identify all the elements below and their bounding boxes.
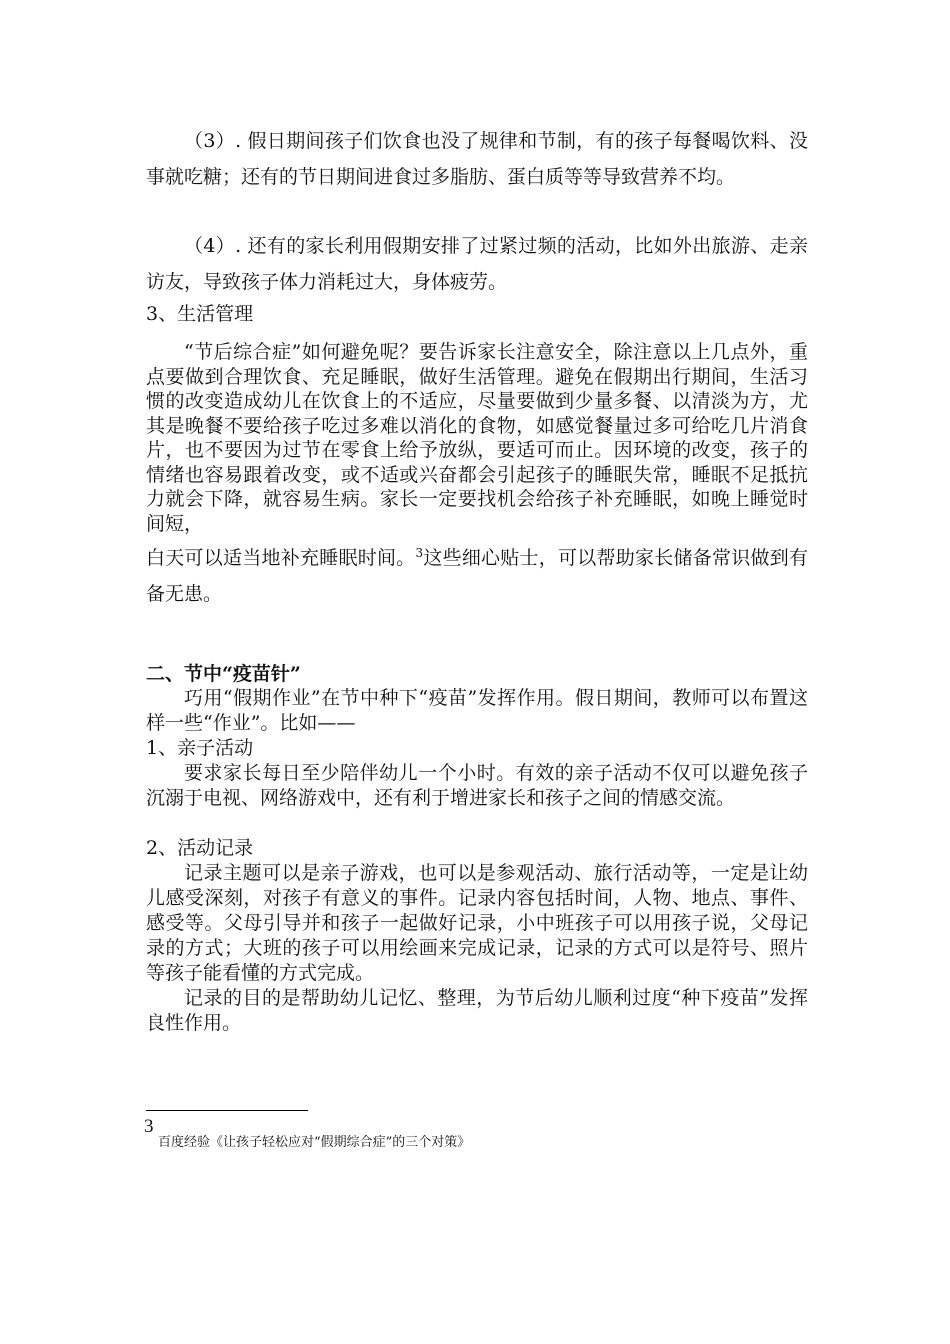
paragraph-activity-record: 记录主题可以是亲子游戏，也可以是参观活动、旅行活动等，一定是让幼儿感受深刻，对孩子有意义的事件。记录内容包括时间，人物、地点、事件、感受等。父母引导并和孩子一起做好记录，小中班孩子可以用孩子说，父母记录的方式；大班的孩子可以用绘画来完成记录，记录的方式可以是符号、照片等孩子能看懂的方式完成。 (146, 862, 808, 984)
footnote-separator (146, 1110, 308, 1111)
footnote-text: 百度经验《让孩子轻松应对“假期综合症”的三个对策》 (158, 1135, 471, 1150)
paragraph-vaccine-intro: 巧用“假期作业”在节中种下“疫苗”发挥作用。假日期间，教师可以布置这样一些“作业”。比如—— (146, 687, 808, 734)
footnote-number: 3 (144, 1116, 154, 1137)
heading-vaccine: 二、节中“疫苗针” (146, 663, 301, 685)
paragraph-life-management-tail (146, 540, 808, 612)
paragraph-life-management-main: “节后综合症”如何避免呢？要告诉家长注意安全，除注意以上几点外，重点要做到合理饮食、充足睡眠，做好生活管理。避免在假期出行期间，生活习惯的改变造成幼儿在饮食上的不适应，尽量要做到少量多餐、以清淡为方，尤其是晚餐不要给孩子吃过多难以消化的食物，如感觉餐量过多可给吃几片消食片，也不要因为过节在零食上给予放纵，要适可而止。因环境的改变，孩子的情绪也容易跟着改变，或不适或兴奋都会引起孩子的睡眠失常，睡眠不足抵抗力就会下降，就容易生病。家长一定要找机会给孩子补充睡眠，如晚上睡觉时间短， (146, 341, 808, 535)
paragraph-tail-text-2: 这些细心贴士，可以帮助家长储备常识做到有备无患。 (146, 547, 808, 605)
heading-activity-record: 2、活动记录 (146, 837, 254, 859)
paragraph-life-management (146, 340, 808, 612)
paragraph-record-purpose: 记录的目的是帮助幼儿记忆、整理，为节后幼儿顺利过度“种下疫苗”发挥良性作用。 (146, 987, 808, 1034)
heading-parent-child-activity: 1、亲子活动 (146, 737, 254, 759)
paragraph-tail-text-1: 白天可以适当地补充睡眠时间。 (146, 547, 416, 569)
paragraph-item-3: （3）. 假日期间孩子们饮食也没了规律和节制，有的孩子每餐喝饮料、没事就吃糖；还有的节日期间进食过多脂肪、蛋白质等等导致营养不均。 (146, 130, 808, 188)
heading-life-management: 3、生活管理 (146, 303, 254, 325)
paragraph-item-4: （4）. 还有的家长利用假期安排了过紧过频的活动，比如外出旅游、走亲访友，导致孩子体力消耗过大，身体疲劳。 (146, 235, 808, 293)
paragraph-parent-child-activity: 要求家长每日至少陪伴幼儿一个小时。有效的亲子活动不仅可以避免孩子沉溺于电视、网络游戏中，还有利于增进家长和孩子之间的情感交流。 (146, 762, 808, 809)
footnote-reference[interactable]: 3 (415, 546, 424, 560)
